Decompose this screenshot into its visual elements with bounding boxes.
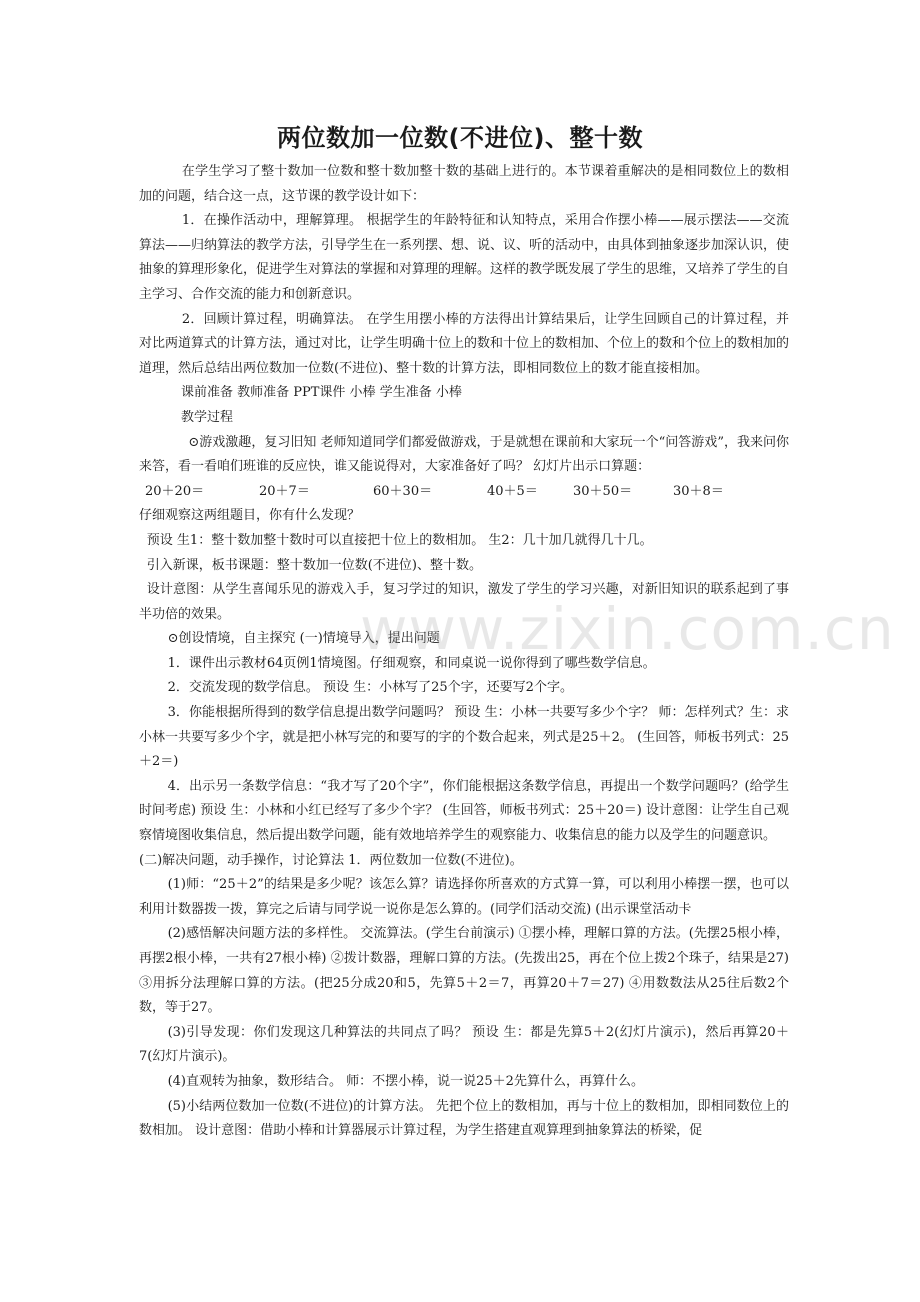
- paragraph-game: ⊙游戏激趣，复习旧知 老师知道同学们都爱做游戏，于是就想在课前和大家玩一个“问答游戏”，我来问你来答，看一看咱们班谁的反应快，谁又能说得对，大家准备好了吗？ 幻灯片出示口算题：: [139, 434, 789, 475]
- paragraph-scenario: ⊙创设情境，自主探究 (一)情境导入，提出问题: [167, 631, 440, 647]
- paragraph-design-intent: 设计意图：从学生喜闻乐见的游戏入手，复习学过的知识，激发了学生的学习兴趣，对新旧知识的联系起到了事半功倍的效果。: [139, 582, 789, 622]
- paragraph-step-3: 3．你能根据所得到的数学信息提出数学问题吗？ 预设 生：小林一共要写多少个字？ 师：怎样列式？生：求小林一共要写多少个字，就是把小林写完的和要写的字的个数合起来，列式是25＋2。 (生回答，师板书列式：25＋2＝): [139, 705, 789, 770]
- paragraph-observe: 仔细观察这两组题目，你有什么发现？: [139, 508, 361, 524]
- paragraph-sub-5: (5)小结两位数加一位数(不进位)的计算方法。 先把个位上的数相加，再与十位上的数相加，即相同数位上的数相加。 设计意图：借助小棒和计算器展示计算过程，为学生搭建直观算理到抽象算法的桥梁，促: [139, 1098, 789, 1139]
- paragraph-step-2: 2．交流发现的数学信息。 预设 生：小林写了25个字，还要写2个字。: [167, 680, 573, 696]
- arithmetic-row: [139, 480, 789, 505]
- paragraph-sub-4: (4)直观转为抽象，数形结合。 师：不摆小棒，说一说25＋2先算什么，再算什么。: [167, 1073, 644, 1089]
- paragraph-step-4: 4．出示另一条数学信息：“我才写了20个字”，你们能根据这条数学信息，再提出一个数学问题吗？(给学生时间考虑) 预设 生：小林和小红已经写了多少个字？ (生回答，师板书列式：25＋20＝) 设计意图：让学生自己观察情境图收集信息，然后提出数学问题，能有效地培养学生的观察能力、收集信息的能力以及学生的问题意识。: [139, 778, 789, 844]
- paragraph-new-lesson: 引入新课，板书课题：整十数加一位数(不进位)、整十数。: [146, 557, 482, 573]
- paragraph-sub-3: (3)引导发现：你们发现这几种算法的共同点了吗？ 预设 生：都是先算5＋2(幻灯片演示)，然后再算20＋7(幻灯片演示)。: [139, 1024, 789, 1065]
- paragraph-process-heading: 教学过程: [181, 409, 234, 425]
- paragraph-section-2: (二)解决问题，动手操作，讨论算法 1．两位数加一位数(不进位)。: [139, 852, 523, 868]
- paragraph-preparation: 课前准备 教师准备 PPT课件 小棒 学生准备 小棒: [181, 385, 462, 401]
- paragraph-preset: 预设 生1：整十数加整十数时可以直接把十位上的数相加。 生2：几十加几就得几十几。: [146, 532, 653, 548]
- paragraph-sub-2: (2)感悟解决问题方法的多样性。 交流算法。(学生台前演示) ①摆小棒，理解口算的方法。(先摆25根小棒，再摆2根小棒，一共有27根小棒) ②拨计数器，理解口算的方法。(先拨出25，再在个位上拨2个珠子，结果是27) ③用拆分法理解口算的方法。(把25分成20和5，先算5＋2＝7，再算20＋7＝27) ④用数数法从25往后数2个数，等于27。: [139, 926, 789, 1016]
- arithmetic-item: 60＋30＝: [373, 483, 433, 499]
- paragraph-point-1: 1．在操作活动中，理解算理。 根据学生的年龄特征和认知特点，采用合作摆小棒——展示摆法——交流算法——归纳算法的教学方法，引导学生在一系列摆、想、说、议、听的活动中，由具体到抽象逐步加深认识，使抽象的算理形象化，促进学生对算法的掌握和对算理的理解。这样的教学既发展了学生的思维，又培养了学生的自主学习、合作交流的能力和创新意识。: [139, 213, 790, 302]
- arithmetic-item: 40＋5＝: [487, 483, 538, 499]
- watermark-logo: www.zixin.com.cn: [360, 595, 895, 663]
- paragraph-step-1: 1．课件出示教材64页例1情境图。仔细观察，和同桌说一说你得到了哪些数学信息。: [167, 655, 656, 671]
- arithmetic-item: 20＋20＝: [145, 483, 205, 499]
- paragraph-intro: 在学生学习了整十数加一位数和整十数加整十数的基础上进行的。本节课着重解决的是相同数位上的数相加的问题，结合这一点，这节课的教学设计如下：: [139, 164, 789, 204]
- paragraph-point-2: 2．回顾计算过程，明确算法。 在学生用摆小棒的方法得出计算结果后，让学生回顾自己的计算过程，并对比两道算式的计算方法，通过对比，让学生明确十位上的数和十位上的数相加、个位上的数和个位上的数相加的道理，然后总结出两位数加一位数(不进位)、整十数的计算方法，即相同数位上的数才能直接相加。: [139, 311, 790, 376]
- arithmetic-item: 30＋50＝: [573, 483, 633, 499]
- arithmetic-item: 20＋7＝: [259, 483, 310, 499]
- paragraph-sub-1: (1)师：“25＋2”的结果是多少呢？该怎么算？请选择你所喜欢的方式算一算，可以利用小棒摆一摆，也可以利用计数器拨一拨，算完之后请与同学说一说你是怎么算的。(同学们活动交流) (出示课堂活动卡: [139, 877, 789, 917]
- page-title: 两位数加一位数(不进位)、整十数: [277, 124, 643, 152]
- arithmetic-item: 30＋8＝: [673, 483, 724, 499]
- document-body: [139, 160, 789, 1144]
